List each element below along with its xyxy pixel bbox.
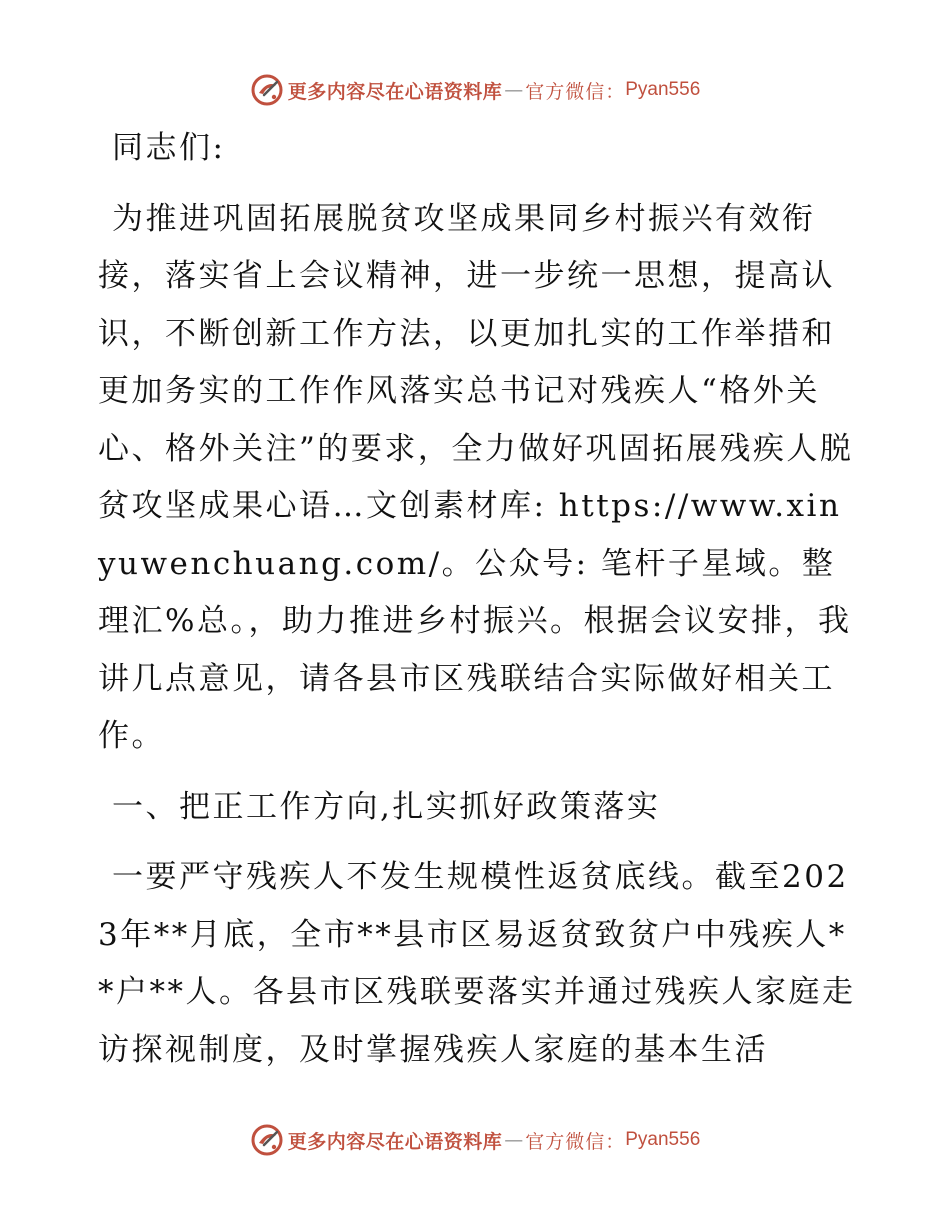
- paragraph-section-1: 一要严守残疾人不发生规模性返贫底线。截至2023年**月底，全市**县市区易返贫致贫户中残疾人**户**人。各县市区残联要落实并通过残疾人家庭走访探视制度，及时掌握残疾人家庭的基本生活: [98, 859, 856, 1068]
- document-body: [98, 120, 858, 1079]
- banner-brand-text: 更多内容尽在心语资料库: [287, 1130, 503, 1153]
- brand-logo-icon: [250, 1123, 284, 1157]
- paragraph-intro: 为推进巩固拓展脱贫攻坚成果同乡村振兴有效衔接，落实省上会议精神，进一步统一思想，提高认识，不断创新工作方法，以更加扎实的工作举措和更加务实的工作作风落实总书记对残疾人“格外关心、格外关注”的要求，全力做好巩固拓展残疾人脱贫攻坚成果心语…文创素材库: https://www.xinyuwenchuang.com/。公众号: 笔杆子星域。整理汇%总。，助力推进乡村振兴。根据会议安排，我讲几点意见，请各县市区残联结合实际做好相关工作。: [98, 200, 854, 754]
- footer-watermark-banner: [0, 1120, 950, 1160]
- section-heading-1: 一、把正工作方向,扎实抓好政策落实: [112, 788, 661, 825]
- banner-account-id: Pyan556: [625, 1129, 701, 1150]
- header-watermark-banner: [0, 70, 950, 110]
- banner-brand-text: 更多内容尽在心语资料库: [287, 80, 503, 103]
- banner-separator: —: [504, 1129, 524, 1151]
- banner-separator: —: [504, 79, 524, 101]
- banner-wechat-label: 官方微信：: [525, 1130, 626, 1153]
- banner-account-id: Pyan556: [625, 79, 701, 100]
- banner-wechat-label: 官方微信：: [525, 80, 626, 103]
- salutation: 同志们:: [112, 130, 226, 166]
- brand-logo-icon: [250, 73, 284, 107]
